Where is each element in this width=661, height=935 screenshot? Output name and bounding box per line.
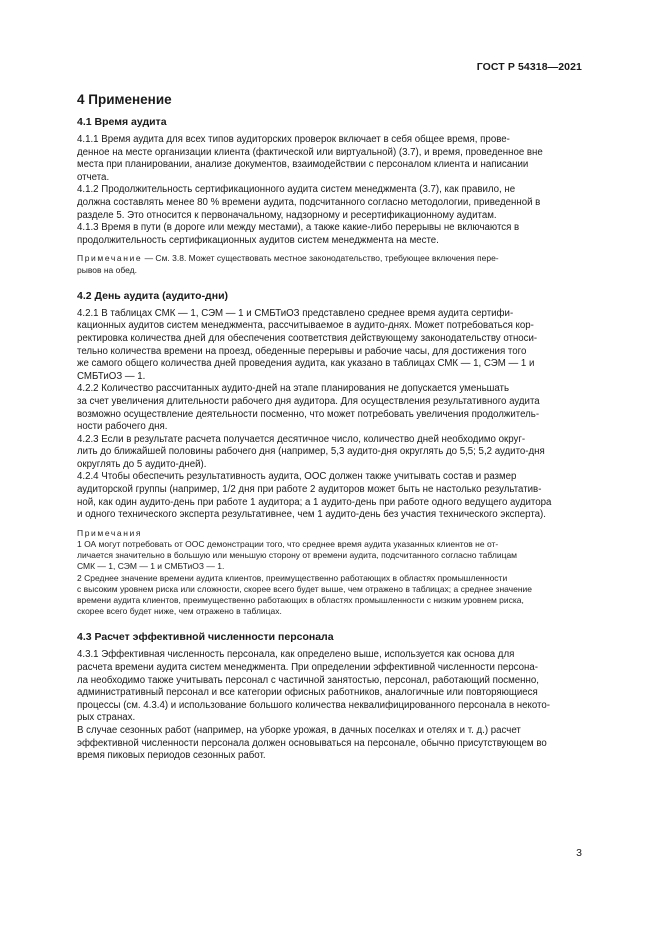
paragraph-4-3-1-seasonal: В случае сезонных работ (например, на уборке урожая, в дачных поселках и отелях и т. д.) расчет эффективной численности персонала должен основываться на персонале, обычно присутствующем во время пиковых периодов сезонных работ. (77, 725, 547, 762)
paragraph-4-2-3: 4.2.3 Если в результате расчета получается десятичное число, количество дней необходимо округ- лить до ближайшей половины рабочего дня (например, 5,3 аудито-дня округлять до 5,5; 5,2 аудито-дня округлять до 5 аудито-дней). (77, 433, 545, 470)
section-4-title: 4 Применение (77, 92, 172, 107)
subsection-4-3-title: 4.3 Расчет эффективной численности персонала (77, 631, 334, 644)
note-text: — См. 3.8. Может существовать местное законодательство, требующее включения пере- рывов на обед. (77, 253, 499, 275)
paragraph-4-1-1: 4.1.1 Время аудита для всех типов аудиторских проверок включает в себя общее время, прове- денное на месте организации клиента (фактической или виртуальной) (3.7), и время, проведенное вне места при планировании, анализе документов, взаимодействии с персоналом клиента и написании отчета. (77, 134, 543, 183)
note-label: Примечание (77, 253, 143, 264)
page-number: 3 (576, 847, 582, 859)
paragraph-4-2-4: 4.2.4 Чтобы обеспечить результативность аудита, ООС должен также учитывать состав и размер аудиторской группы (например, 1/2 дня при работе 2 аудиторов может быть не настолько результатив- ной, как один аудито-день при работе 1 аудитора; а 1 аудито-день при работе одного ведущего аудитора и одного технического эксперта результативнее, чем 1 аудито-день без участия технического эксперта). (77, 471, 552, 521)
paragraph-4-2-1: 4.2.1 В таблицах СМК — 1, СЭМ — 1 и СМБТиОЗ представлено среднее время аудита сертифи- кационных аудитов систем менеджмента, рассчитываемое в аудито-днях. Может потребоваться кор- ректировка количества дней для обеспечения соответствия действующему законодательству относи- тельно количества времени на проезд, обеденные перерывы и рабочие часы, для достижения того же самого общего количества дней проведения аудита, как указано в таблицах СМК — 1, СЭМ — 1 и СМБТиОЗ — 1. (77, 307, 538, 382)
paragraph-4-1-3: 4.1.3 Время в пути (в дороге или между местами), а также какие-либо перерывы не включаются в продолжительность сертификационных аудитов систем менеджмента на месте. (77, 222, 520, 246)
note-4-1 (77, 253, 581, 275)
subsection-4-2-title: 4.2 День аудита (аудито-дни) (77, 289, 229, 302)
paragraph-4-3-1: 4.3.1 Эффективная численность персонала, как определено выше, используется как основа для расчета времени аудита систем менеджмента. При определении эффективной численности персона- ла необходимо также учитывать персонал с частичной занятостью, персонал, работающий посменно, административный персонал и все категории офисных работников, аналогичные или повторяющиеся процессы (см. 4.3.4) и использование большого количества неквалифицированного персонала в некото- рых странах. (77, 649, 550, 724)
page-content (77, 92, 581, 763)
note-4-2-1: 1 ОА могут потребовать от ООС демонстрации того, что среднее время аудита указанных клиентов не от- личается значительно в большую или меньшую сторону от времени аудита, подсчитанного согласно таблицам СМК — 1, СЭМ — 1 и СМБТиОЗ — 1. (77, 539, 518, 572)
paragraph-4-1-2: 4.1.2 Продолжительность сертификационного аудита систем менеджмента (3.7), как правило, не должна составлять менее 80 % времени аудита, подсчитанного согласно методологии, приведенной в разделе 5. Это относится к первоначальному, надзорному и ресертификационному аудитам. (77, 184, 541, 221)
note-4-2-2: 2 Среднее значение времени аудита клиентов, преимущественно работающих в областях промышленности с высоким уровнем риска или сложности, скорее всего будет выше, чем отражено в таблицах; а среднее значение времени аудита клиентов, преимущественно работающих в областях промышленности с низким уровнем риска, скорее всего будет ниже, чем отражено в таблицах. (77, 572, 533, 617)
subsection-4-1-title: 4.1 Время аудита (77, 116, 167, 128)
standard-identifier: ГОСТ Р 54318—2021 (476, 61, 582, 73)
paragraph-4-2-2: 4.2.2 Количество рассчитанных аудито-дней на этапе планирования не допускается уменьшать за счет увеличения длительности рабочего дня аудитора. Для осуществления результативного аудита возможно осуществление деятельности посменно, что может потребовать увеличения продолжитель- ности рабочего дня. (77, 383, 540, 433)
notes-label: Примечания (77, 527, 143, 538)
